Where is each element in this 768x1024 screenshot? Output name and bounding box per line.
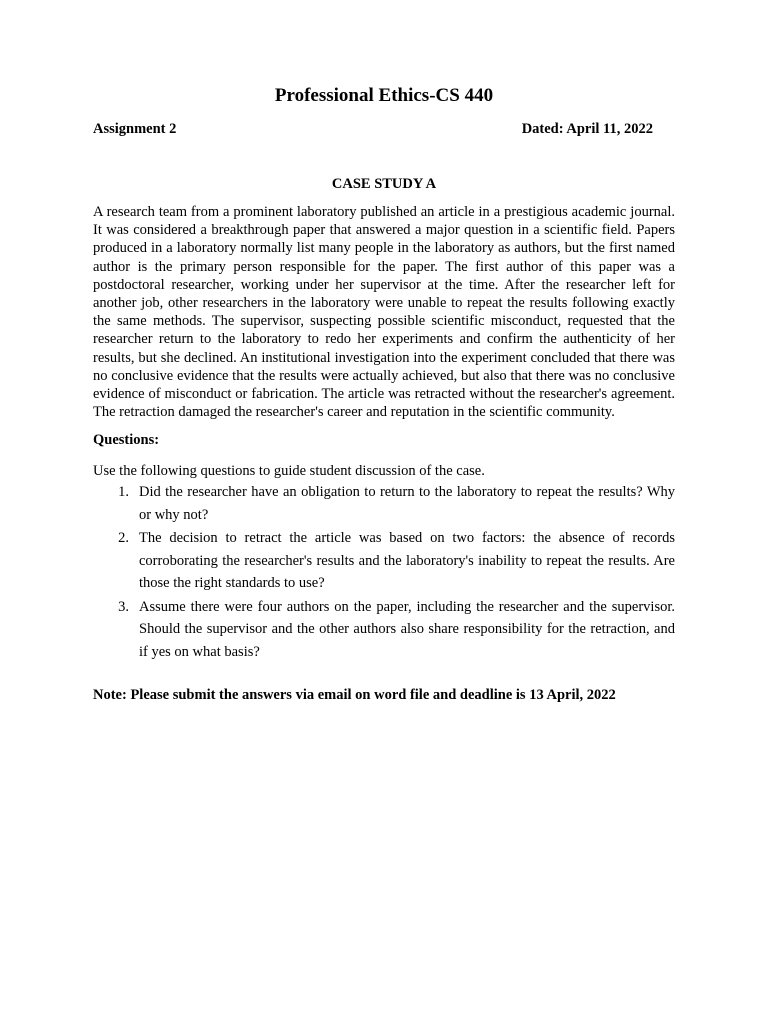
case-study-body: A research team from a prominent laboratory published an article in a prestigious academic journal. It was considered a breakthrough paper that answered a major question in a scientific field. Papers produced in a laboratory normally list many people in the laboratory as authors, but the first named author is the primary person responsible for the paper. The first author of this paper was a postdoctoral researcher, working under her supervisor at the time. After the researcher left for another job, other researchers in the laboratory were unable to repeat the results following exactly the same methods. The supervisor, suspecting possible scientific misconduct, requested that the researcher return to the laboratory to redo her experiments and confirm the authenticity of her results, but she declined. An institutional investigation into the experiment concluded that there was no conclusive evidence that the results were actually achieved, but also that there was no conclusive evidence of misconduct or fabrication. The article was retracted without the researcher's agreement. The retraction damaged the researcher's career and reputation in the scientific community. bbox=[93, 204, 675, 421]
assignment-meta bbox=[93, 120, 675, 138]
question-number: 1. bbox=[118, 484, 129, 501]
question-item bbox=[93, 596, 675, 664]
question-text: Assume there were four authors on the paper, including the researcher and the supervisor. Should the supervisor and the other authors also share responsibility for the retraction, and if yes on what basis? bbox=[139, 598, 675, 660]
question-number: 2. bbox=[118, 530, 129, 547]
questions-heading: Questions: bbox=[93, 432, 160, 449]
document-page bbox=[93, 84, 675, 704]
document-title: Professional Ethics-CS 440 bbox=[274, 85, 494, 106]
question-text: Did the researcher have an obligation to return to the laboratory to repeat the results? Why or why not? bbox=[139, 484, 675, 523]
questions-list bbox=[93, 481, 675, 663]
question-text: The decision to retract the article was based on two factors: the absence of records corroborating the researcher's results and the laboratory's inability to repeat the results. Are those the right standards to use? bbox=[139, 530, 675, 592]
question-item bbox=[93, 481, 675, 526]
questions-intro: Use the following questions to guide student discussion of the case. bbox=[93, 463, 485, 480]
date-label: Dated: April 11, 2022 bbox=[521, 121, 653, 137]
submission-note: Note: Please submit the answers via email on word file and deadline is 13 April, 2022 bbox=[93, 687, 616, 704]
question-item bbox=[93, 527, 675, 595]
case-study-title: CASE STUDY A bbox=[331, 176, 437, 192]
assignment-label: Assignment 2 bbox=[93, 121, 177, 137]
question-number: 3. bbox=[118, 598, 129, 615]
